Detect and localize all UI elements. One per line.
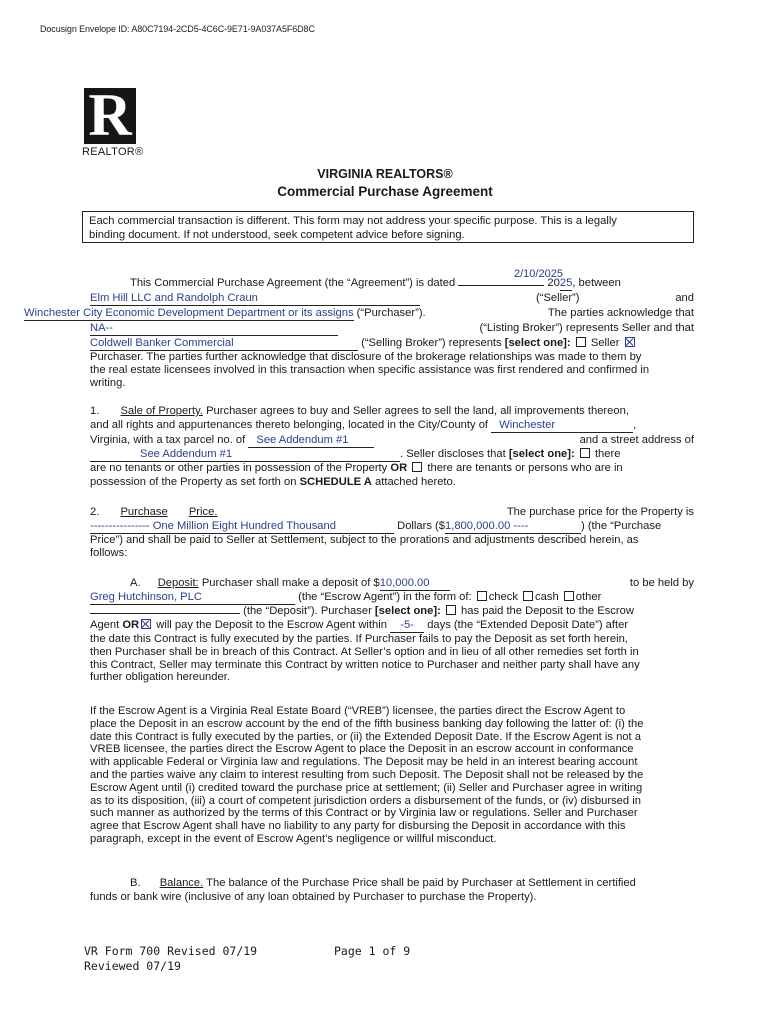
schedule-a-label: SCHEDULE A	[299, 476, 372, 488]
escrow-line: and the parties waive any claim to interest resulting from such Deposit. The Deposit shall not be released by the	[90, 768, 644, 781]
page-number: Page 1 of 9	[334, 944, 411, 958]
escrow-agent-label: (the “Escrow Agent”) in the form of:	[298, 591, 472, 603]
escrow-line: Escrow Agent until (i) credited toward the purchase price at settlement; (ii) Seller and Purchaser agree in writing	[90, 781, 643, 794]
dollars-label: Dollars ($	[397, 520, 445, 532]
escrow-line: VREB licensee, the parties direct the Escrow Agent to place the Deposit in an escrow account in conformance	[90, 743, 634, 756]
deposit-or-label: OR	[122, 619, 140, 631]
selling-broker-field[interactable]: Coldwell Banker Commercial	[90, 337, 358, 351]
form-revision: VR Form 700 Revised 07/19	[84, 944, 258, 958]
balance-line-2: funds or bank wire (inclusive of any loan obtained by Purchaser to purchase the Property).	[90, 891, 537, 903]
listing-broker-label: (“Listing Broker”) represents Seller and that	[479, 322, 694, 334]
deposit-line-1	[130, 577, 694, 591]
seller-line	[90, 292, 694, 306]
escrow-agent-field[interactable]: Greg Hutchinson, PLC	[90, 591, 295, 605]
deposit-days-field[interactable]: -5-	[390, 619, 424, 633]
intro-disclosure-paragraph	[90, 351, 694, 389]
deposit-text-7: this Contract, Seller may terminate this Contract by written notice to Purchaser and neither party shall have any	[90, 658, 640, 671]
balance-text-1: The balance of the Purchase Price shall be paid by Purchaser at Settlement in certified	[206, 877, 636, 889]
section-1-line-2: and all rights and appurtenances thereto belonging, located in the City/County of Winchester ,	[90, 419, 637, 431]
balance-heading: Balance.	[159, 877, 204, 889]
date-handwritten: 2/10/2025	[514, 268, 563, 280]
purchaser-rep-checkbox[interactable]	[576, 337, 586, 347]
and-text: and	[675, 292, 694, 304]
realtor-r-icon: R	[88, 82, 132, 148]
section-1-line-4	[90, 448, 694, 462]
seller-label: (“Seller”)	[536, 292, 580, 304]
escrow-line: agree that Escrow Agent shall have no liability to any party for disbursing the Deposit in accordance with this	[90, 820, 626, 833]
deposit-text-8: further obligation hereunder.	[90, 671, 230, 684]
purchase-price-label: ) (the “Purchase	[580, 520, 662, 532]
legal-notice-box	[82, 211, 694, 243]
price-number-field[interactable]: 1,800,000.00 ----	[445, 520, 581, 534]
deposit-text-5: the date this Contract is fully executed by the parties. If Purchaser fails to pay the Deposit as set forth herein,	[90, 633, 628, 645]
cash-checkbox[interactable]	[523, 591, 533, 601]
org-title: VIRGINIA REALTORS®	[317, 167, 453, 181]
tax-parcel-field[interactable]: See Addendum #1	[248, 434, 374, 448]
section-2-line-1	[90, 506, 694, 519]
deposit-text-6: then Purchaser shall be in breach of this Contract. At Seller’s option and in lieu of all other remedies set forth in	[90, 645, 639, 658]
check-checkbox[interactable]	[477, 591, 487, 601]
document-title: Commercial Purchase Agreement	[277, 184, 493, 199]
escrow-paragraph	[90, 705, 694, 846]
select-one-label: [select one]:	[504, 337, 571, 349]
section-1-text-2: and all rights and appurtenances thereto belonging, located in the City/County of	[90, 419, 489, 431]
section-1-number: 1.	[90, 405, 100, 417]
date-field[interactable]	[458, 285, 544, 286]
deposit-line-2	[90, 591, 694, 605]
no-tenants-checkbox[interactable]	[580, 448, 590, 458]
escrow-line: as to its disposition, (iii) a court of competent jurisdiction orders a disbursement of the funds, or (iv) disbursed in	[90, 794, 641, 807]
held-by-text: to be held by	[629, 577, 694, 589]
seller-name-field[interactable]: Elm Hill LLC and Randolph Craun	[90, 292, 420, 306]
listing-broker-field[interactable]: NA--	[90, 322, 338, 336]
street-address-label: and a street address of	[579, 434, 694, 446]
section-1-line-5	[90, 462, 623, 475]
escrow-line: date this Contract is fully executed by the parties, or (ii) the Extended Deposit Date. If the Escrow Agent is not a	[90, 730, 641, 743]
section-2-line-2	[90, 520, 694, 534]
balance-line-1	[130, 877, 694, 890]
tenants-text: are no tenants or other parties in possession of the Property	[90, 462, 388, 474]
deposit-line-4	[90, 619, 694, 633]
seller-discloses-text: . Seller discloses that	[400, 448, 506, 460]
other-form-field[interactable]	[90, 613, 240, 614]
escrow-line: place the Deposit in an escrow account by the end of the fifth business banking day following the latter of: (i) the	[90, 717, 644, 730]
deposit-line-3	[90, 605, 694, 618]
deposit-letter: A.	[130, 577, 141, 589]
select-one-deposit: [select one]:	[374, 605, 441, 617]
deposit-amount-field[interactable]: 10,000.00	[380, 577, 450, 591]
selling-broker-line	[90, 337, 694, 351]
form-reviewed: Reviewed 07/19	[84, 959, 181, 973]
other-label: other	[575, 591, 602, 603]
escrow-line: paragraph, except in the event of Escrow Agent’s negligence or willful misconduct.	[90, 832, 497, 845]
balance-letter: B.	[130, 877, 141, 889]
purchaser-line	[24, 307, 694, 321]
year-field[interactable]: 25	[559, 277, 573, 289]
year-prefix: 20	[547, 277, 560, 289]
has-paid-checkbox[interactable]	[446, 605, 456, 615]
acknowledge-text: The parties acknowledge that	[547, 307, 694, 319]
escrow-line: such manner as authorized by the terms of this Contract or by Virginia law or regulations. Seller and Purchaser	[90, 807, 638, 820]
seller-option-label: Seller	[590, 337, 620, 349]
escrow-line: If the Escrow Agent is a Virginia Real Estate Board (“VREB”) licensee, the parties direct the Escrow Agent to	[90, 705, 626, 717]
notice-line-2: binding document. If not understood, seek competent advice before signing.	[89, 229, 465, 241]
section-1-line-6	[90, 476, 456, 489]
disclosure-line-1: Purchaser. The parties further acknowledge that disclosure of the brokerage relationships was made to them by	[90, 351, 642, 363]
city-county-field[interactable]: Winchester	[491, 419, 633, 433]
agent-text: Agent	[90, 619, 120, 631]
between-text: , between	[572, 277, 621, 289]
realtor-logo-text: REALTOR®	[82, 146, 144, 158]
section-2-number: 2.	[90, 506, 100, 518]
or-label: OR	[390, 462, 408, 474]
has-paid-text: has paid the Deposit to the Escrow	[461, 605, 634, 617]
tenants-present-text: there are tenants or persons who are in	[427, 462, 623, 474]
seller-rep-checkbox-checked[interactable]	[625, 337, 635, 347]
check-label: check	[488, 591, 518, 603]
there-text: there	[594, 448, 621, 460]
tenants-present-checkbox[interactable]	[412, 462, 422, 472]
section-1-line-1	[90, 405, 694, 418]
purchaser-name-field[interactable]: Winchester City Economic Development Department or its assigns	[24, 307, 354, 319]
will-pay-checkbox-checked[interactable]	[141, 619, 151, 629]
purchase-price-text: The purchase price for the Property is	[506, 506, 694, 518]
other-checkbox[interactable]	[564, 591, 574, 601]
attached-hereto-text: attached hereto.	[375, 476, 456, 488]
listing-broker-line	[90, 322, 694, 336]
disclosure-line-3: writing.	[90, 376, 126, 389]
disclosure-line-2: the real estate licensees involved in this transaction when specific assistance was first rendered and confirmed in	[90, 363, 650, 376]
section-2-text-4: follows:	[90, 546, 128, 559]
price-words-field[interactable]: ---------------- One Million Eight Hundred Thousand	[90, 520, 394, 534]
selling-broker-label: (“Selling Broker”) represents	[361, 337, 502, 349]
select-one-tenants: [select one]:	[508, 448, 575, 460]
extended-deposit-text: days (the “Extended Deposit Date”) after	[427, 619, 629, 631]
docusign-envelope-id: Docusign Envelope ID: A80C7194-2CD5-4C6C-9E71-9A037A5F6D8C	[40, 24, 315, 34]
possession-text: possession of the Property as set forth on	[90, 476, 297, 488]
purchaser-label: (“Purchaser”).	[356, 307, 426, 319]
section-2-heading-2: Price.	[188, 506, 218, 518]
cash-label: cash	[535, 591, 559, 603]
section-1-text-1: Purchaser agrees to buy and Seller agrees to sell the land, all improvements thereon,	[206, 405, 629, 417]
deposit-paragraph	[90, 633, 694, 684]
parcel-label: Virginia, with a tax parcel no. of	[90, 434, 246, 446]
intro-text: This Commercial Purchase Agreement (the “Agreement”) is dated	[130, 277, 456, 289]
deposit-heading: Deposit:	[157, 577, 199, 589]
deposit-label: (the “Deposit”). Purchaser	[243, 605, 372, 617]
section-2-text-3: Price”) and shall be paid to Seller at Settlement, subject to the prorations and adjustments described herein, as	[90, 534, 639, 546]
section-1-line-3	[90, 434, 694, 448]
escrow-line: with applicable Federal or Virginia law and regulations. The Deposit may be held in an interest bearing account	[90, 756, 638, 769]
intro-line-1	[130, 277, 621, 291]
will-pay-text: will pay the Deposit to the Escrow Agent within	[156, 619, 387, 631]
street-address-field[interactable]: See Addendum #1	[90, 448, 400, 462]
section-2-heading-1: Purchase	[120, 506, 168, 518]
section-1-heading: Sale of Property.	[120, 405, 203, 417]
notice-line-1: Each commercial transaction is different. This form may not address your specific purpose. This is a legally	[89, 215, 617, 227]
section-2-paragraph	[90, 534, 694, 560]
deposit-text-1: Purchaser shall make a deposit of $	[201, 577, 380, 589]
